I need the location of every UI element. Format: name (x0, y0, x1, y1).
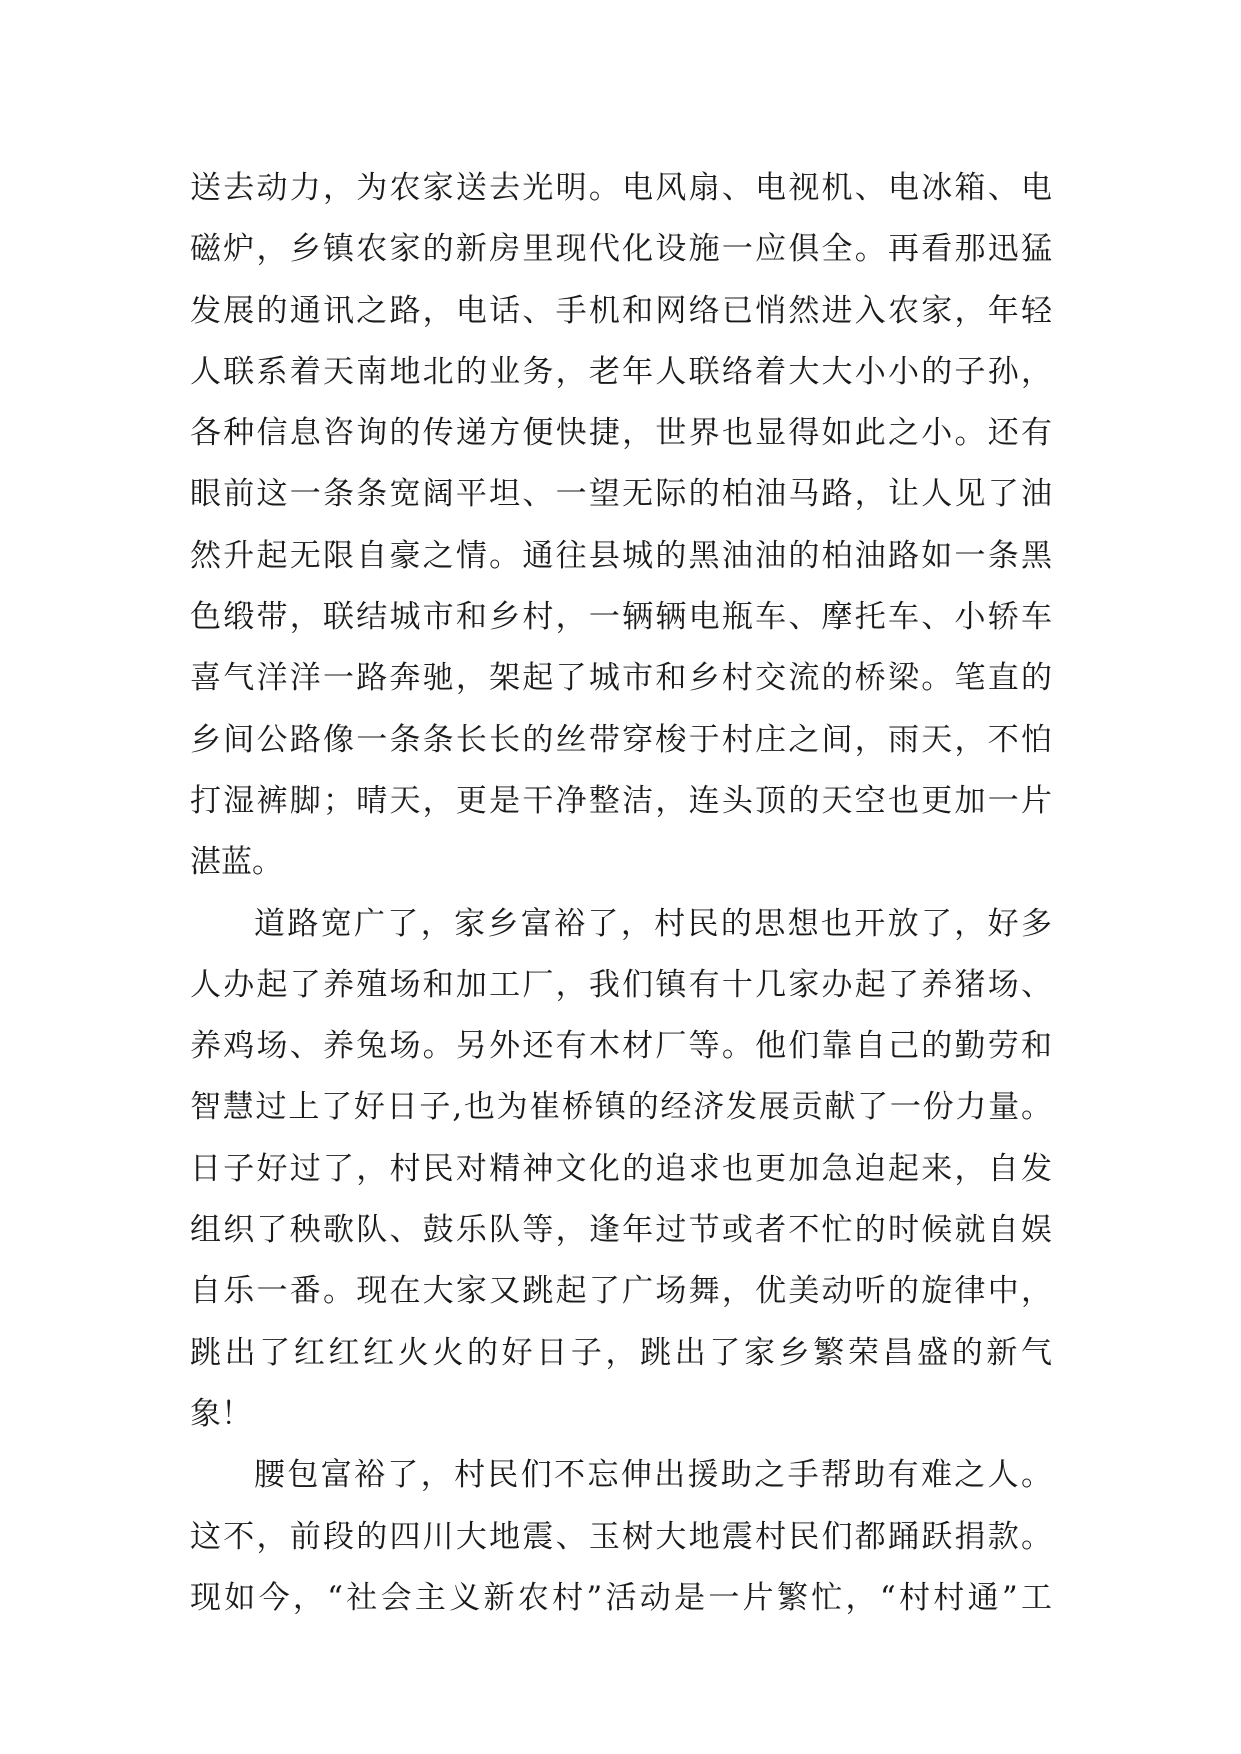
text-line: 磁炉，乡镇农家的新房里现代化设施一应俱全。再看那迅猛 (190, 231, 1052, 268)
text-line: 乡间公路像一条条长长的丝带穿梭于村庄之间，雨天，不怕 (190, 721, 1052, 758)
text-line: 眼前这一条条宽阔平坦、一望无际的柏油马路，让人见了油 (190, 476, 1052, 513)
text-line: 湛蓝。 (190, 844, 283, 881)
text-line: 现如今，“社会主义新农村”活动是一片繁忙，“村村通”工 (190, 1579, 1052, 1616)
text-line: 打湿裤脚；晴天，更是干净整洁，连头顶的天空也更加一片 (190, 782, 1052, 819)
text-line: 色缎带，联结城市和乡村，一辆辆电瓶车、摩托车、小轿车 (190, 599, 1052, 636)
text-line: 跳出了红红红火火的好日子，跳出了家乡繁荣昌盛的新气 (190, 1334, 1052, 1371)
text-line: 人联系着天南地北的业务，老年人联络着大大小小的子孙， (190, 353, 1052, 390)
text-line: 组织了秧歌队、鼓乐队等，逢年过节或者不忙的时候就自娱 (190, 1212, 1052, 1249)
body-text (190, 158, 1052, 1629)
text-line: 各种信息咨询的传递方便快捷，世界也显得如此之小。还有 (190, 415, 1052, 452)
text-line: 日子好过了，村民对精神文化的追求也更加急迫起来，自发 (190, 1150, 1052, 1187)
paragraph-start-line: 腰包富裕了，村民们不忘伸出援助之手帮助有难之人。 (254, 1457, 1052, 1494)
paragraph-start-line: 道路宽广了，家乡富裕了，村民的思想也开放了，好多 (254, 905, 1052, 942)
text-line: 送去动力，为农家送去光明。电风扇、电视机、电冰箱、电 (190, 170, 1052, 206)
text-line: 自乐一番。现在大家又跳起了广场舞，优美动听的旋律中， (190, 1273, 1052, 1310)
text-line: 然升起无限自豪之情。通往县城的黑油油的柏油路如一条黑 (190, 537, 1052, 574)
text-line: 智慧过上了好日子,也为崔桥镇的经济发展贡献了一份力量。 (190, 1089, 1052, 1126)
text-line: 人办起了养殖场和加工厂，我们镇有十几家办起了养猪场、 (190, 966, 1052, 1003)
text-line: 喜气洋洋一路奔驰，架起了城市和乡村交流的桥梁。笔直的 (190, 660, 1052, 697)
text-line: 养鸡场、养兔场。另外还有木材厂等。他们靠自己的勤劳和 (190, 1028, 1052, 1065)
text-line: 发展的通讯之路，电话、手机和网络已悄然进入农家，年轻 (190, 292, 1052, 329)
text-line: 这不，前段的四川大地震、玉树大地震村民们都踊跃捐款。 (190, 1518, 1052, 1555)
text-line: 象！ (190, 1395, 252, 1432)
